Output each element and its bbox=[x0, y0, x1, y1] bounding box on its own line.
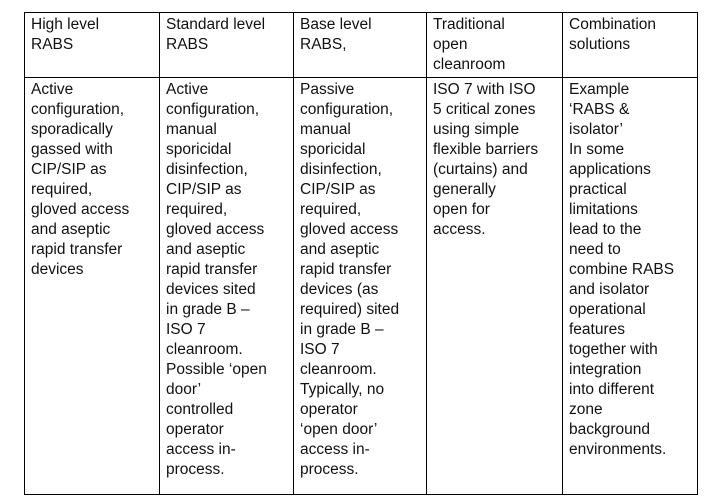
cell-text-line: lead to the bbox=[569, 221, 642, 238]
cell-text-line: flexible barriers bbox=[433, 141, 539, 158]
cell-text-line: Typically, no bbox=[300, 381, 385, 398]
cell-text-line: 5 critical zones bbox=[433, 101, 536, 118]
cell-text-line: process. bbox=[166, 461, 225, 478]
header-cell-standard-level-rabs bbox=[160, 13, 294, 78]
body-cell-base-level-rabs bbox=[294, 78, 427, 495]
body-row bbox=[25, 78, 698, 495]
cell-text-line: CIP/SIP as bbox=[300, 181, 376, 198]
cell-text-line: open for bbox=[433, 201, 490, 218]
cell-text-line: gassed with bbox=[31, 141, 113, 158]
body-cell-high-level-rabs bbox=[25, 78, 160, 495]
cell-text-line: generally bbox=[433, 181, 496, 198]
cell-text-line: solutions bbox=[569, 36, 631, 53]
cell-text-line: process. bbox=[300, 461, 359, 478]
header-cell-base-level-rabs bbox=[294, 13, 427, 78]
cell-text-line: Standard level bbox=[166, 16, 266, 33]
cell-text-line: devices bbox=[31, 261, 84, 278]
cell-text-line: Traditional bbox=[433, 16, 505, 33]
cell-text-line: in grade B – bbox=[300, 321, 384, 338]
cell-text-line: configuration, bbox=[166, 101, 260, 118]
cell-text-line: cleanroom bbox=[433, 56, 506, 73]
cell-text-line: Possible ‘open bbox=[166, 361, 267, 378]
cell-text-line: required, bbox=[31, 181, 93, 198]
cell-text-line: required, bbox=[300, 201, 362, 218]
rabs-comparison-table bbox=[24, 12, 698, 495]
body-cell-standard-level-rabs bbox=[160, 78, 294, 495]
cell-text-line: open bbox=[433, 36, 468, 53]
cell-text-line: together with bbox=[569, 341, 658, 358]
cell-text-line: sporicidal bbox=[166, 141, 232, 158]
cell-text-line: CIP/SIP as bbox=[31, 161, 107, 178]
cell-text-line: access in- bbox=[166, 441, 236, 458]
cell-text-line: (curtains) and bbox=[433, 161, 528, 178]
cell-text-line: access in- bbox=[300, 441, 370, 458]
header-cell-high-level-rabs bbox=[25, 13, 160, 78]
cell-text-line: rapid transfer bbox=[300, 261, 392, 278]
cell-text-line: Active bbox=[31, 81, 74, 98]
cell-text-line: High level bbox=[31, 16, 100, 33]
cell-text-line: Passive bbox=[300, 81, 355, 98]
cell-text-line: In some bbox=[569, 141, 625, 158]
cell-text-line: ‘open door’ bbox=[300, 421, 378, 438]
cell-text-line: devices sited bbox=[166, 281, 256, 298]
cell-text-line: Combination bbox=[569, 16, 657, 33]
cell-text-line: ‘RABS & bbox=[569, 101, 630, 118]
cell-text-line: cleanroom. bbox=[166, 341, 243, 358]
header-row bbox=[25, 13, 698, 78]
cell-text-line: CIP/SIP as bbox=[166, 181, 242, 198]
cell-text-line: manual bbox=[166, 121, 217, 138]
cell-text-line: required, bbox=[166, 201, 228, 218]
cell-text-line: gloved access bbox=[300, 221, 399, 238]
cell-text-line: door’ bbox=[166, 381, 202, 398]
cell-text-line: gloved access bbox=[166, 221, 265, 238]
cell-text-line: access. bbox=[433, 221, 486, 238]
cell-text-line: and aseptic bbox=[166, 241, 246, 258]
cell-text-line: applications bbox=[569, 161, 651, 178]
body-cell-combination-solutions bbox=[563, 78, 698, 495]
cell-text-line: disinfection, bbox=[166, 161, 248, 178]
cell-text-line: sporadically bbox=[31, 121, 113, 138]
cell-text-line: background bbox=[569, 421, 651, 438]
cell-text-line: practical bbox=[569, 181, 627, 198]
header-cell-traditional-open-cleanroom bbox=[427, 13, 563, 78]
cell-text-line: isolator’ bbox=[569, 121, 623, 138]
cell-text-line: ISO 7 bbox=[300, 341, 340, 358]
cell-text-line: disinfection, bbox=[300, 161, 382, 178]
cell-text-line: RABS bbox=[31, 36, 74, 53]
cell-text-line: into different bbox=[569, 381, 655, 398]
cell-text-line: controlled bbox=[166, 401, 234, 418]
cell-text-line: sporicidal bbox=[300, 141, 366, 158]
cell-text-line: manual bbox=[300, 121, 351, 138]
cell-text-line: operator bbox=[300, 401, 358, 418]
cell-text-line: and isolator bbox=[569, 281, 650, 298]
cell-text-line: in grade B – bbox=[166, 301, 250, 318]
cell-text-line: rapid transfer bbox=[31, 241, 123, 258]
cell-text-line: Active bbox=[166, 81, 209, 98]
cell-text-line: RABS, bbox=[300, 36, 347, 53]
body-cell-traditional-open-cleanroom bbox=[427, 78, 563, 495]
cell-text-line: RABS bbox=[166, 36, 209, 53]
cell-text-line: gloved access bbox=[31, 201, 130, 218]
cell-text-line: ISO 7 with ISO bbox=[433, 81, 536, 98]
cell-text-line: required) sited bbox=[300, 301, 400, 318]
cell-text-line: integration bbox=[569, 361, 642, 378]
cell-text-line: limitations bbox=[569, 201, 638, 218]
cell-text-line: features bbox=[569, 321, 626, 338]
cell-text-line: operator bbox=[166, 421, 224, 438]
cell-text-line: Example bbox=[569, 81, 630, 98]
cell-text-line: and aseptic bbox=[300, 241, 380, 258]
cell-text-line: operational bbox=[569, 301, 646, 318]
cell-text-line: and aseptic bbox=[31, 221, 111, 238]
cell-text-line: zone bbox=[569, 401, 603, 418]
header-cell-combination-solutions bbox=[563, 13, 698, 78]
cell-text-line: need to bbox=[569, 241, 621, 258]
cell-text-line: rapid transfer bbox=[166, 261, 258, 278]
cell-text-line: environments. bbox=[569, 441, 667, 458]
cell-text-line: combine RABS bbox=[569, 261, 675, 278]
cell-text-line: using simple bbox=[433, 121, 520, 138]
cell-text-line: configuration, bbox=[300, 101, 394, 118]
cell-text-line: devices (as bbox=[300, 281, 379, 298]
cell-text-line: configuration, bbox=[31, 101, 125, 118]
cell-text-line: Base level bbox=[300, 16, 372, 33]
cell-text-line: ISO 7 bbox=[166, 321, 206, 338]
comparison-table-container bbox=[24, 12, 698, 495]
cell-text-line: cleanroom. bbox=[300, 361, 377, 378]
